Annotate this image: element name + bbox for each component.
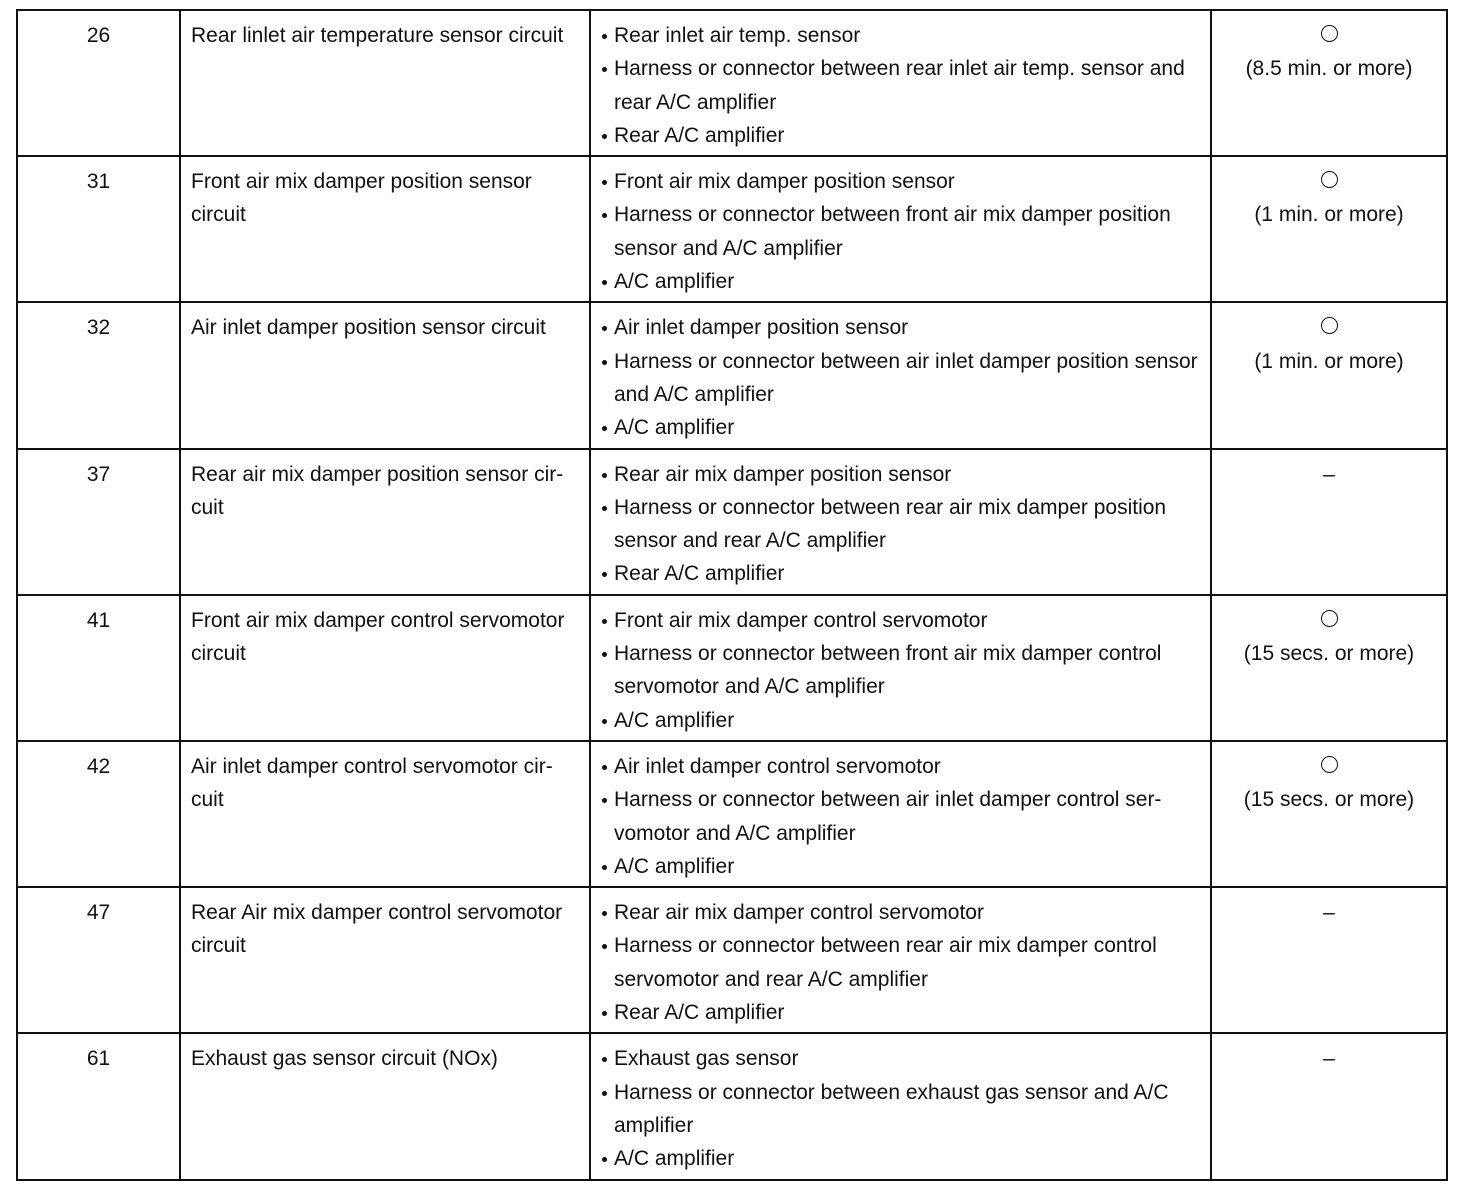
memory-cell (1211, 741, 1447, 887)
memory-cell (1211, 887, 1447, 1033)
memory-cell (1211, 10, 1447, 156)
circle-icon (1321, 756, 1338, 773)
dtc-code: 41 (17, 595, 180, 741)
dtc-table-body (17, 10, 1447, 1180)
trouble-area (590, 156, 1211, 302)
table-row (17, 741, 1447, 887)
list-item: Air inlet damper position sensor (601, 311, 1200, 344)
list-item: Rear A/C amplifier (601, 119, 1200, 152)
list-item: Harness or connector between front air mix damper position sensor and A/C amplifier (601, 198, 1200, 265)
table-row (17, 10, 1447, 156)
memory-note: (1 min. or more) (1254, 349, 1404, 373)
trouble-area-list (601, 458, 1200, 591)
list-item: Harness or connector between exhaust gas sensor and A/C amplifier (601, 1076, 1200, 1143)
table-row (17, 1033, 1447, 1179)
table-row (17, 302, 1447, 448)
list-item: Rear air mix damper control servomotor (601, 896, 1200, 929)
list-item: Rear A/C amplifier (601, 996, 1200, 1029)
memory-dash: – (1323, 901, 1335, 925)
table-row (17, 887, 1447, 1033)
list-item: Rear inlet air temp. sensor (601, 19, 1200, 52)
memory-note: (15 secs. or more) (1243, 642, 1415, 666)
trouble-area-list (601, 311, 1200, 444)
memory-note: (15 secs. or more) (1243, 788, 1415, 812)
circle-icon (1321, 171, 1338, 188)
trouble-area-list (601, 165, 1200, 298)
dtc-code: 61 (17, 1033, 180, 1179)
detection-item: Front air mix damper position sensor circuit (180, 156, 590, 302)
table-row (17, 595, 1447, 741)
trouble-area (590, 595, 1211, 741)
memory-cell (1211, 595, 1447, 741)
detection-item: Air inlet damper position sensor circuit (180, 302, 590, 448)
trouble-area-list (601, 896, 1200, 1029)
dtc-code: 37 (17, 449, 180, 595)
dtc-table (16, 9, 1448, 1181)
list-item: Front air mix damper control servomotor (601, 604, 1200, 637)
trouble-area (590, 1033, 1211, 1179)
list-item: Harness or connector between rear air mix damper position sensor and rear A/C amplifier (601, 491, 1200, 558)
detection-item: Rear Air mix damper control servomotor circuit (180, 887, 590, 1033)
trouble-area (590, 887, 1211, 1033)
circle-icon (1321, 317, 1338, 334)
dtc-code: 47 (17, 887, 180, 1033)
dtc-code: 42 (17, 741, 180, 887)
list-item: Rear air mix damper position sensor (601, 458, 1200, 491)
dtc-code: 31 (17, 156, 180, 302)
memory-note: (1 min. or more) (1254, 203, 1404, 227)
list-item: Harness or connector between front air mix damper control servomotor and A/C amplifier (601, 637, 1200, 704)
trouble-area-list (601, 19, 1200, 152)
list-item: Harness or connector between air inlet damper control ser-vomotor and A/C amplifier (601, 783, 1200, 850)
list-item: Harness or connector between air inlet damper position sensor and A/C amplifier (601, 345, 1200, 412)
list-item: Air inlet damper control servomotor (601, 750, 1200, 783)
memory-dash: – (1323, 1047, 1335, 1071)
list-item: A/C amplifier (601, 411, 1200, 444)
memory-note: (8.5 min. or more) (1245, 57, 1413, 81)
trouble-area-list (601, 750, 1200, 883)
dtc-code: 26 (17, 10, 180, 156)
table-row (17, 449, 1447, 595)
memory-cell (1211, 156, 1447, 302)
list-item: Exhaust gas sensor (601, 1042, 1200, 1075)
trouble-area (590, 302, 1211, 448)
detection-item: Air inlet damper control servomotor cir-cuit (180, 741, 590, 887)
list-item: A/C amplifier (601, 265, 1200, 298)
list-item: Harness or connector between rear inlet air temp. sensor and rear A/C amplifier (601, 52, 1200, 119)
trouble-area-list (601, 1042, 1200, 1175)
memory-cell (1211, 449, 1447, 595)
memory-cell (1211, 1033, 1447, 1179)
detection-item: Rear air mix damper position sensor cir-cuit (180, 449, 590, 595)
list-item: A/C amplifier (601, 704, 1200, 737)
detection-item: Front air mix damper control servomotor circuit (180, 595, 590, 741)
list-item: A/C amplifier (601, 850, 1200, 883)
memory-cell (1211, 302, 1447, 448)
circle-icon (1321, 25, 1338, 42)
trouble-area (590, 741, 1211, 887)
circle-icon (1321, 610, 1338, 627)
table-row (17, 156, 1447, 302)
trouble-area (590, 10, 1211, 156)
list-item: Harness or connector between rear air mix damper control servomotor and rear A/C amplifier (601, 929, 1200, 996)
list-item: Rear A/C amplifier (601, 557, 1200, 590)
memory-dash: – (1323, 462, 1335, 486)
trouble-area-list (601, 604, 1200, 737)
dtc-code: 32 (17, 302, 180, 448)
list-item: Front air mix damper position sensor (601, 165, 1200, 198)
list-item: A/C amplifier (601, 1142, 1200, 1175)
detection-item: Exhaust gas sensor circuit (NOx) (180, 1033, 590, 1179)
trouble-area (590, 449, 1211, 595)
detection-item: Rear linlet air temperature sensor circuit (180, 10, 590, 156)
